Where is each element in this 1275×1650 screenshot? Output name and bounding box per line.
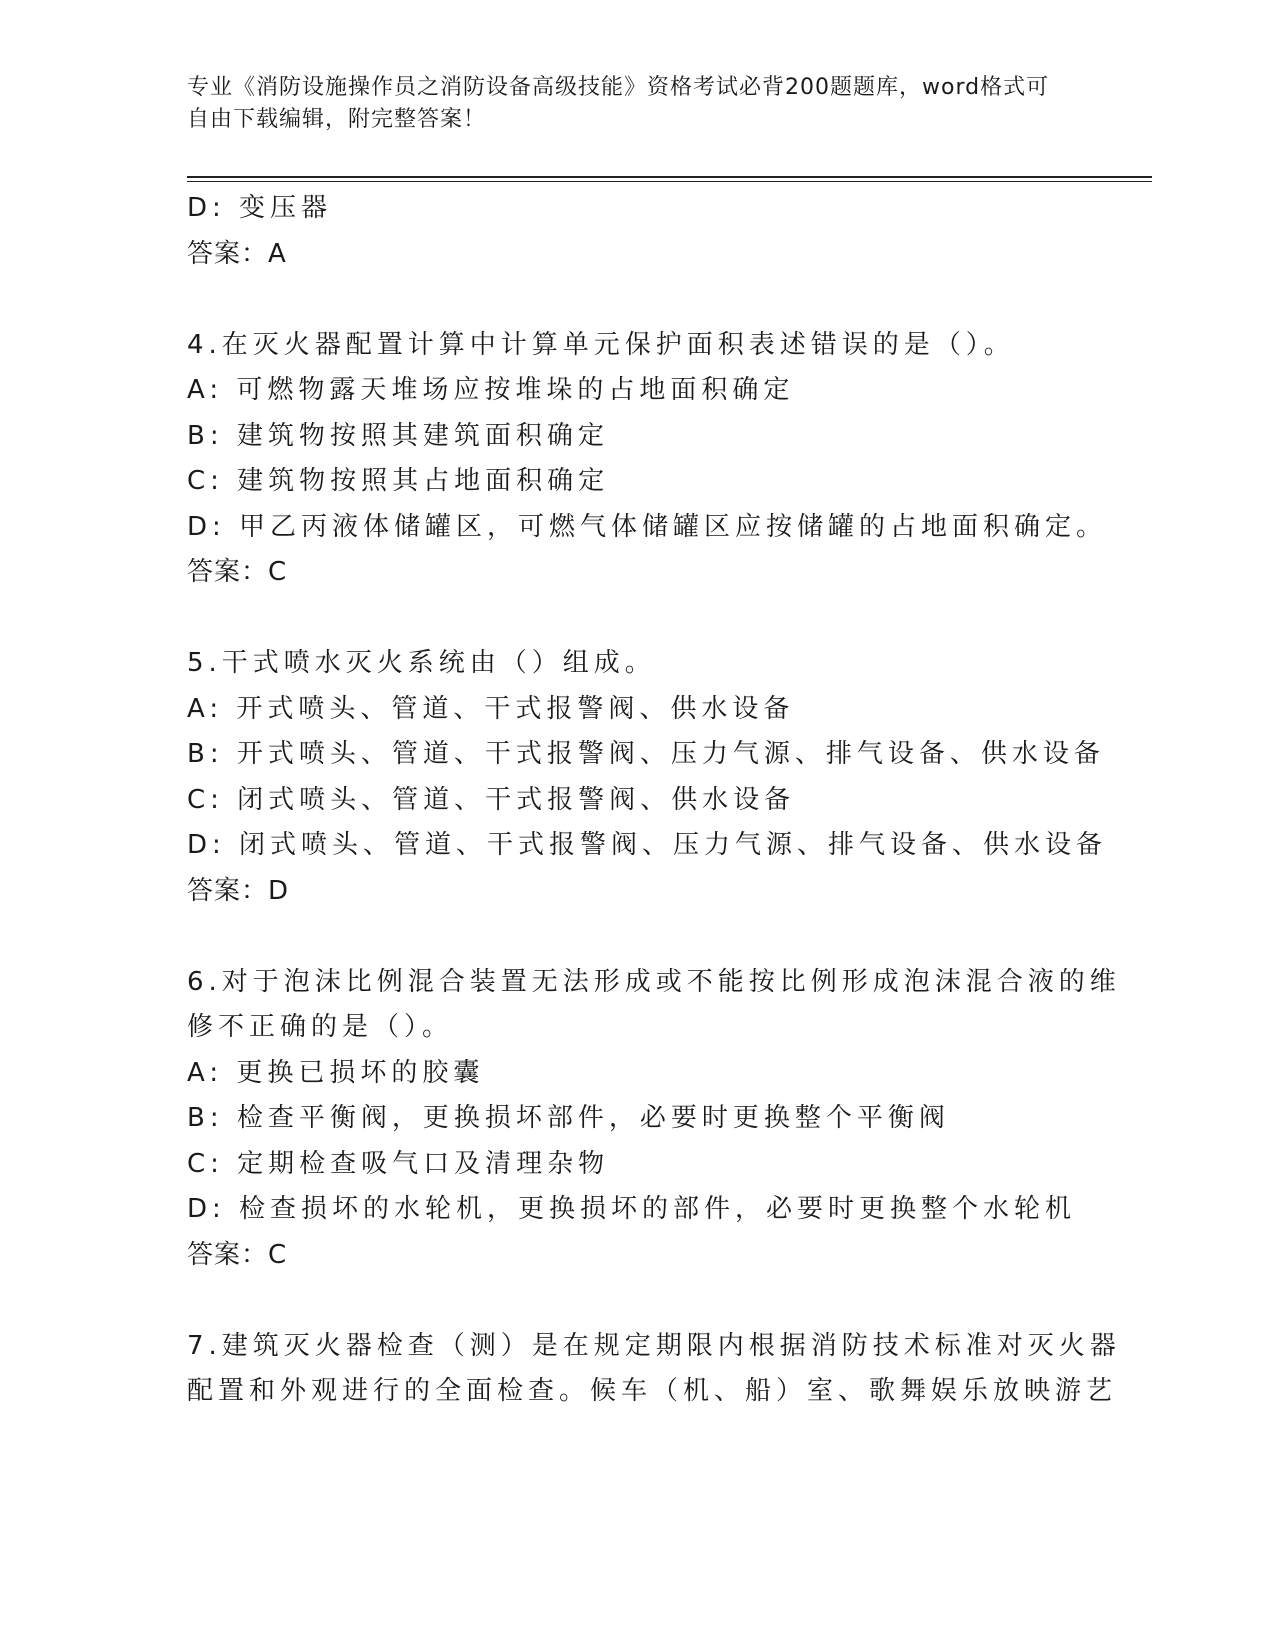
answer-text: 答案：C <box>187 557 288 587</box>
option-a: A: 可燃物露天堆场应按堆垛的占地面积确定 <box>187 375 795 405</box>
document-header: 专业《消防设施操作员之消防设备高级技能》资格考试必背200题题库，word格式可自由下载编辑，附完整答案！ <box>187 75 1050 132</box>
question-stem-line: 配置和外观进行的全面检查。候车（机、船）室、歌舞娱乐放映游艺 <box>187 1376 1118 1406</box>
question-stem: 4.在灭火器配置计算中计算单元保护面积表述错误的是（）。 <box>187 329 1015 360</box>
question-item <box>187 960 1121 1279</box>
option-d: D: 变压器 <box>187 193 333 223</box>
question-item <box>187 323 1108 596</box>
question-item <box>187 641 1108 914</box>
option-a: A: 开式喷头、管道、干式报警阀、供水设备 <box>187 693 795 724</box>
question-stem-line: 6.对于泡沫比例混合装置无法形成或不能按比例形成泡沫混合液的维 <box>187 966 1121 997</box>
option-c: C: 定期检查吸气口及清理杂物 <box>187 1148 610 1179</box>
answer-text: 答案：A <box>187 238 287 269</box>
option-c: C: 建筑物按照其占地面积确定 <box>187 466 610 496</box>
spacer <box>187 914 1087 960</box>
spacer <box>187 596 1087 642</box>
spacer <box>187 1278 1087 1324</box>
option-d: D: 检查损坏的水轮机，更换损坏的部件，必要时更换整个水轮机 <box>187 1194 1077 1224</box>
answer-text: 答案：C <box>187 1239 288 1270</box>
option-c: C: 闭式喷头、管道、干式报警阀、供水设备 <box>187 784 796 815</box>
question-item <box>187 1324 1121 1415</box>
header-divider <box>187 176 1152 182</box>
option-b: B: 建筑物按照其建筑面积确定 <box>187 420 609 451</box>
question-stem-line: 7.建筑灭火器检查（测）是在规定期限内根据消防技术标准对灭火器 <box>187 1330 1121 1361</box>
spacer <box>187 277 1087 323</box>
option-d: D: 闭式喷头、管道、干式报警阀、压力气源、排气设备、供水设备 <box>187 830 1108 860</box>
question-list <box>187 186 1121 1415</box>
answer-text: 答案：D <box>187 875 290 906</box>
option-d: D: 甲乙丙液体储罐区，可燃气体储罐区应按储罐的占地面积确定。 <box>187 511 1108 542</box>
option-b: B: 开式喷头、管道、干式报警阀、压力气源、排气设备、供水设备 <box>187 739 1105 769</box>
option-b: B: 检查平衡阀，更换损坏部件，必要时更换整个平衡阀 <box>187 1103 950 1133</box>
question-stem-line: 修不正确的是（）。 <box>187 1012 454 1042</box>
question-stem: 5.干式喷水灭火系统由（）组成。 <box>187 648 656 678</box>
option-a: A: 更换已损坏的胶囊 <box>187 1057 485 1088</box>
